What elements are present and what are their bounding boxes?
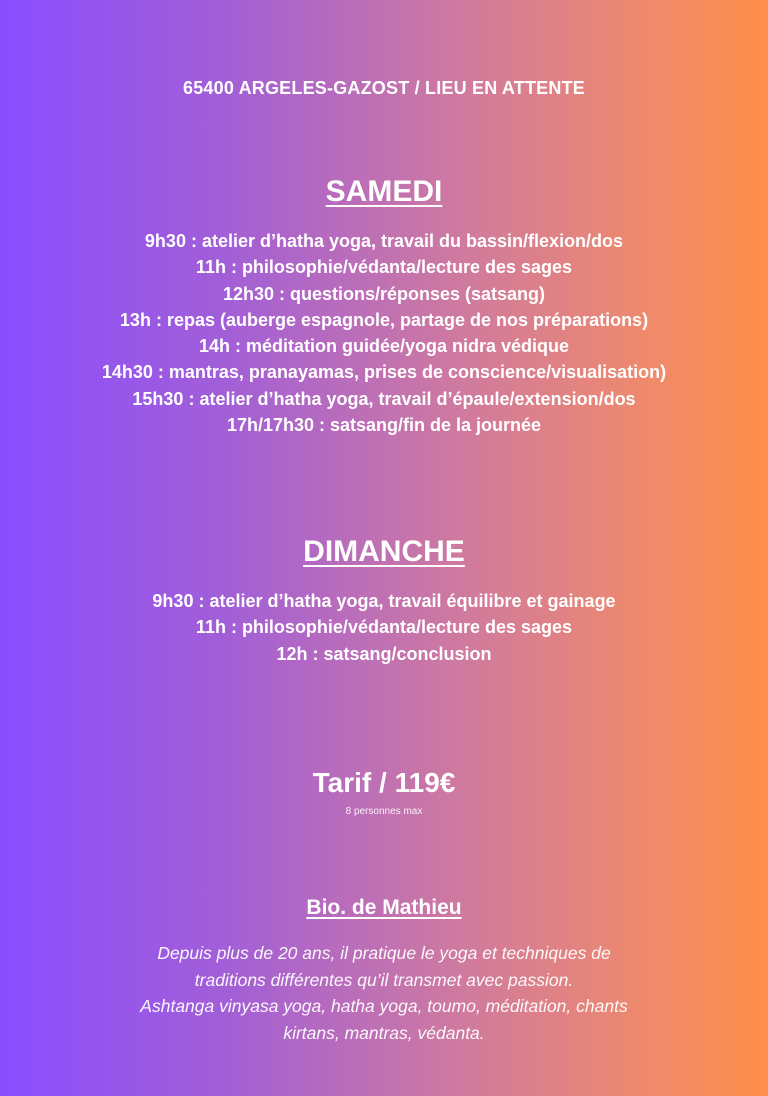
schedule-item: 12h : satsang/conclusion (276, 643, 492, 664)
bio-line: traditions différentes qu’il transmet avec passion. (194, 969, 574, 990)
schedule-item: 14h30 : mantras, pranayamas, prises de conscience/visualisation) (101, 362, 667, 383)
bio-line: Depuis plus de 20 ans, il pratique le yoga et techniques de (157, 943, 611, 963)
schedule-item: 11h : philosophie/védanta/lecture des sages (195, 617, 573, 638)
schedule-item: 11h : philosophie/védanta/lecture des sages (195, 257, 573, 278)
samedi-title: SAMEDI (325, 175, 443, 208)
bio-text (110, 940, 658, 1046)
price-label: Tarif / 119€ (312, 767, 456, 798)
samedi-schedule (0, 228, 768, 438)
schedule-item: 15h30 : atelier d’hatha yoga, travail d’épaule/extension/dos (132, 388, 636, 409)
schedule-item: 17h/17h30 : satsang/fin de la journée (226, 415, 542, 436)
capacity-note: 8 personnes max (345, 806, 423, 817)
schedule-item: 12h30 : questions/réponses (satsang) (222, 283, 546, 304)
dimanche-title: DIMANCHE (303, 535, 465, 568)
bio-title: Bio. de Mathieu (306, 896, 462, 919)
schedule-item: 9h30 : atelier d’hatha yoga, travail du bassin/flexion/dos (144, 231, 624, 251)
dimanche-schedule (0, 588, 768, 667)
schedule-item: 13h : repas (auberge espagnole, partage de nos préparations) (119, 309, 649, 330)
location-header: 65400 ARGELES-GAZOST / LIEU EN ATTENTE (183, 78, 585, 98)
schedule-item: 9h30 : atelier d’hatha yoga, travail équilibre et gainage (152, 591, 616, 611)
bio-line: Ashtanga vinyasa yoga, hatha yoga, toumo, méditation, chants (140, 996, 628, 1016)
bio-line: kirtans, mantras, védanta. (283, 1022, 485, 1043)
schedule-item: 14h : méditation guidée/yoga nidra védique (198, 336, 570, 357)
